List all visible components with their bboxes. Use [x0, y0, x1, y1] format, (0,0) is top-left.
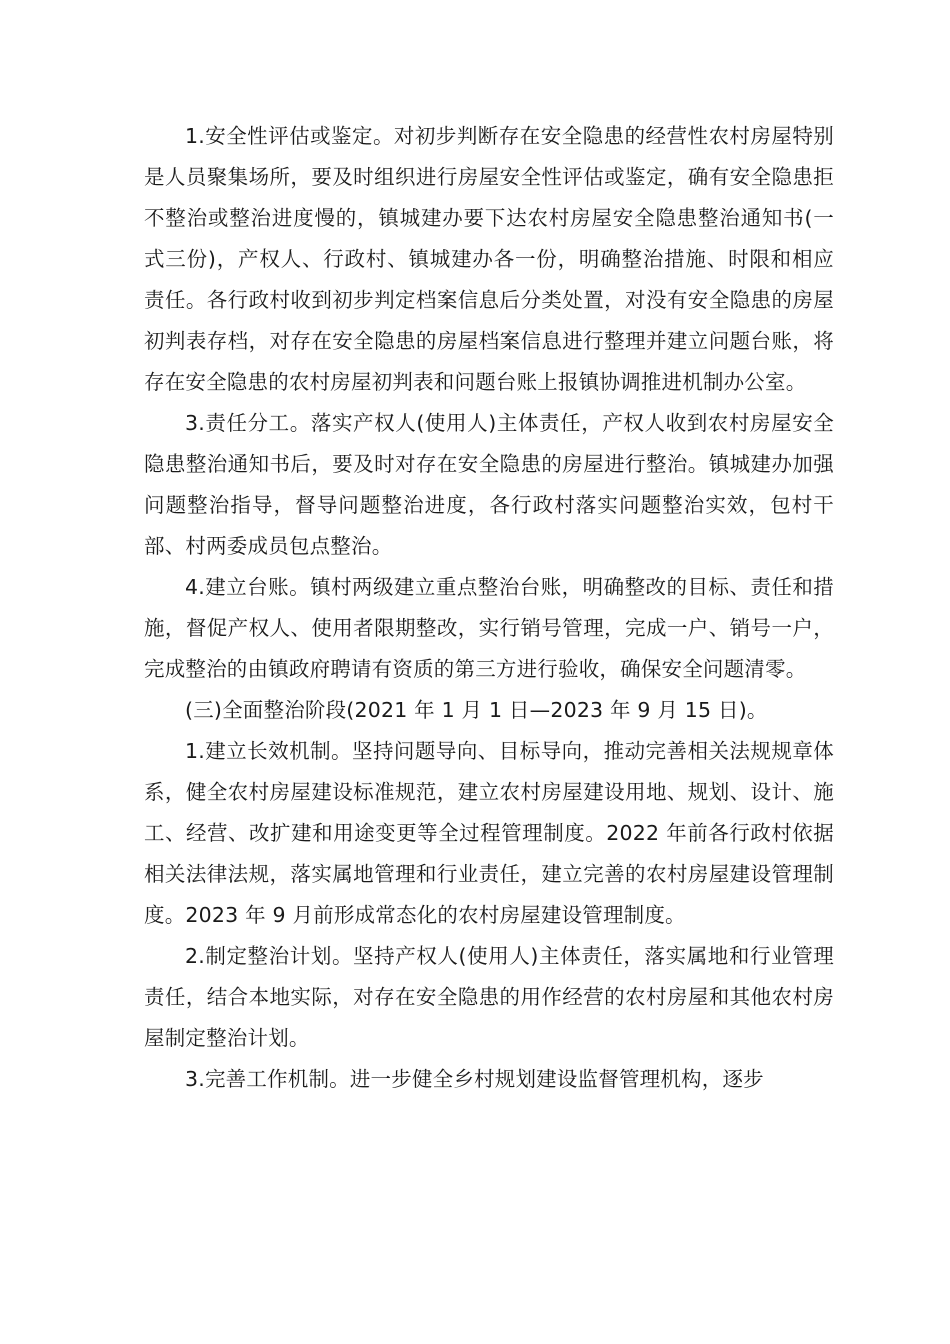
- paragraph-responsibility-division: 3.责任分工。落实产权人(使用人)主体责任，产权人收到农村房屋安全隐患整治通知书后，要及时对存在安全隐患的房屋进行整治。镇城建办加强问题整治指导，督导问题整治进度，各行政村落实问题整治实效，包村干部、村两委成员包点整治。: [144, 411, 834, 558]
- paragraph-work-mechanism: 3.完善工作机制。进一步健全乡村规划建设监督管理机构，逐步: [185, 1067, 764, 1091]
- paragraph-establish-ledger: 4.建立台账。镇村两级建立重点整治台账，明确整改的目标、责任和措施，督促产权人、使用者限期整改，实行销号管理，完成一户、销号一户，完成整治的由镇政府聘请有资质的第三方进行验收，确保安全问题清零。: [144, 575, 834, 681]
- document-body: [144, 116, 834, 1100]
- paragraph-rectification-plan: 2.制定整治计划。坚持产权人(使用人)主体责任，落实属地和行业管理责任，结合本地实际，对存在安全隐患的用作经营的农村房屋和其他农村房屋制定整治计划。: [144, 944, 834, 1050]
- paragraph-safety-assessment: 1.安全性评估或鉴定。对初步判断存在安全隐患的经营性农村房屋特别是人员聚集场所，要及时组织进行房屋安全性评估或鉴定，确有安全隐患拒不整治或整治进度慢的，镇城建办要下达农村房屋安全隐患整治通知书(一式三份)，产权人、行政村、镇城建办各一份，明确整治措施、时限和相应责任。各行政村收到初步判定档案信息后分类处置，对没有安全隐患的房屋初判表存档，对存在安全隐患的房屋档案信息进行整理并建立问题台账，将存在安全隐患的农村房屋初判表和问题台账上报镇协调推进机制办公室。: [144, 124, 834, 394]
- section-heading-comprehensive-rectification: (三)全面整治阶段(2021 年 1 月 1 日—2023 年 9 月 15 日)。: [185, 698, 768, 722]
- paragraph-long-term-mechanism: 1.建立长效机制。坚持问题导向、目标导向，推动完善相关法规规章体系，健全农村房屋建设标准规范，建立农村房屋建设用地、规划、设计、施工、经营、改扩建和用途变更等全过程管理制度。2022 年前各行政村依据相关法律法规，落实属地管理和行业责任，建立完善的农村房屋建设管理制度。2023 年 9 月前形成常态化的农村房屋建设管理制度。: [144, 739, 834, 927]
